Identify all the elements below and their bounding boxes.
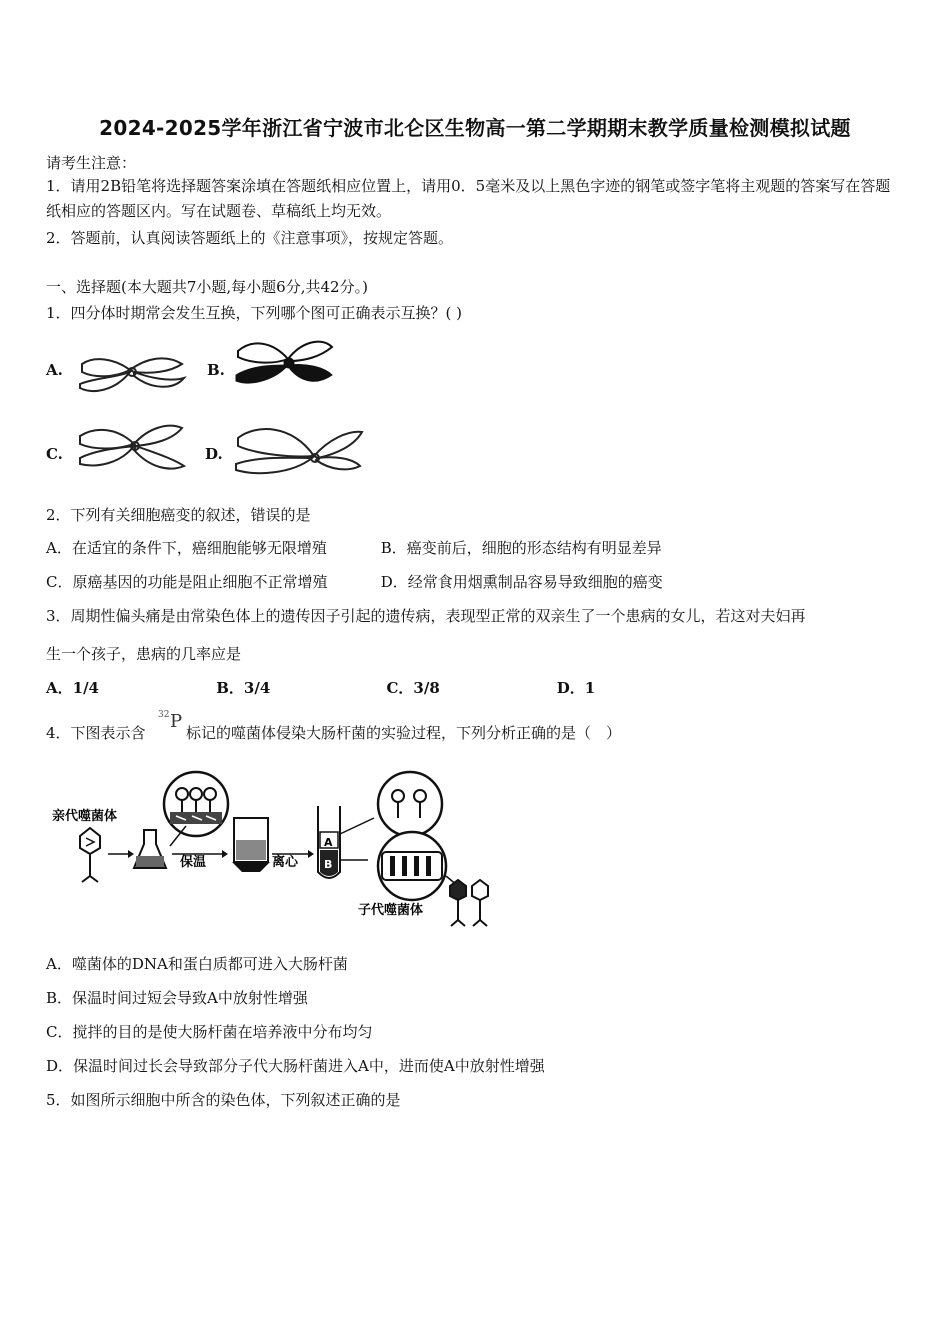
layer-a-magnified-icon xyxy=(378,772,442,836)
q1-option-d-label: D. xyxy=(205,445,223,463)
fig-label-offspring: 子代噬菌体 xyxy=(358,903,424,918)
q1-option-a-label: A. xyxy=(46,361,63,379)
q4-isotope-mass: 32 xyxy=(158,710,170,720)
q4-option-c: C．搅拌的目的是使大肠杆菌在培养液中分布均匀 xyxy=(46,1023,373,1041)
section-heading: 一、选择题(本大题共7小题,每小题6分,共42分。) xyxy=(46,278,368,296)
magnified-infection-icon xyxy=(164,772,228,836)
notice-heading: 请考生注意： xyxy=(46,154,137,172)
offspring-phage-icon xyxy=(450,880,488,926)
page-title: 2024-2025学年浙江省宁波市北仑区生物高一第二学期期末教学质量检测模拟试题 xyxy=(99,116,851,140)
q3-stem-line-1: 3．周期性偏头痛是由常染色体上的遗传因子引起的遗传病，表现型正常的双亲生了一个患病的女儿，若这对夫妇再 xyxy=(46,607,806,625)
layer-b-magnified-icon xyxy=(378,832,446,900)
fig-layer-a: A xyxy=(324,836,333,849)
q1-figure-a xyxy=(74,350,189,398)
q3-option-d: D．1 xyxy=(556,679,596,697)
q1-option-c-label: C. xyxy=(46,445,63,463)
q2-options-row-2 xyxy=(46,571,663,592)
arrow-1-head xyxy=(128,850,134,858)
q2-options-row-1 xyxy=(46,537,662,558)
q3-stem-line-2: 生一个孩子，患病的几率应是 xyxy=(46,645,242,663)
q4-isotope-element: P xyxy=(170,711,183,732)
q1-figure-b xyxy=(232,335,337,397)
q4-option-a: A．噬菌体的DNA和蛋白质都可进入大肠杆菌 xyxy=(46,955,348,973)
q5-stem: 5．如图所示细胞中所含的染色体，下列叙述正确的是 xyxy=(46,1091,401,1109)
q2-option-b: B．癌变前后，细胞的形态结构有明显差异 xyxy=(380,539,662,557)
fig-label-parent: 亲代噬菌体 xyxy=(52,809,118,824)
q2-stem: 2．下列有关细胞癌变的叙述，错误的是 xyxy=(46,506,311,524)
fig-label-incubate: 保温 xyxy=(180,855,207,870)
q2-option-d: D．经常食用烟熏制品容易导致细胞的癌变 xyxy=(380,573,663,591)
q4-option-d: D．保温时间过长会导致部分子代大肠杆菌进入A中，进而使A中放射性增强 xyxy=(46,1057,545,1075)
parent-phage-icon xyxy=(80,828,100,882)
q4-experiment-figure xyxy=(46,768,496,933)
q1-figure-d xyxy=(232,418,367,480)
q2-option-c: C．原癌基因的功能是阻止细胞不正常增殖 xyxy=(46,573,328,591)
arrow-3-head xyxy=(308,850,314,858)
beaker-icon xyxy=(232,818,270,872)
notice-item-1: 1．请用2B铅笔将选择题答案涂填在答题纸相应位置上，请用0．5毫米及以上黑色字迹的钢笔或签字笔将主观题的答案写在答题纸相应的答题区内。写在试题卷、草稿纸上均无效。 xyxy=(46,177,891,220)
q3-options-row xyxy=(46,677,595,698)
q3-option-b: B．3/4 xyxy=(216,679,271,697)
flask-icon xyxy=(134,830,166,868)
q4-stem-pre: 4．下图表示含 xyxy=(46,724,146,742)
arrow-to-a xyxy=(340,818,374,834)
q4-stem-post: 标记的噬菌体侵染大肠杆菌的实验过程，下列分析正确的是（ ） xyxy=(186,724,622,742)
q4-option-b: B．保温时间过短会导致A中放射性增强 xyxy=(46,989,308,1007)
q2-option-a: A．在适宜的条件下，癌细胞能够无限增殖 xyxy=(46,539,327,557)
test-tube-icon xyxy=(318,806,340,878)
q1-stem: 1．四分体时期常会发生互换，下列哪个图可正确表示互换？( ) xyxy=(46,304,463,322)
fig-layer-b: B xyxy=(324,858,333,871)
q3-option-a: A．1/4 xyxy=(46,679,99,697)
fig-label-centrifuge: 离心 xyxy=(272,855,299,870)
q1-figure-c xyxy=(74,418,189,476)
q1-option-b-label: B. xyxy=(207,361,225,379)
notice-item-2: 2．答题前，认真阅读答题纸上的《注意事项》，按规定答题。 xyxy=(46,229,454,247)
arrow-2-head xyxy=(222,850,228,858)
q3-option-c: C．3/8 xyxy=(386,679,440,697)
